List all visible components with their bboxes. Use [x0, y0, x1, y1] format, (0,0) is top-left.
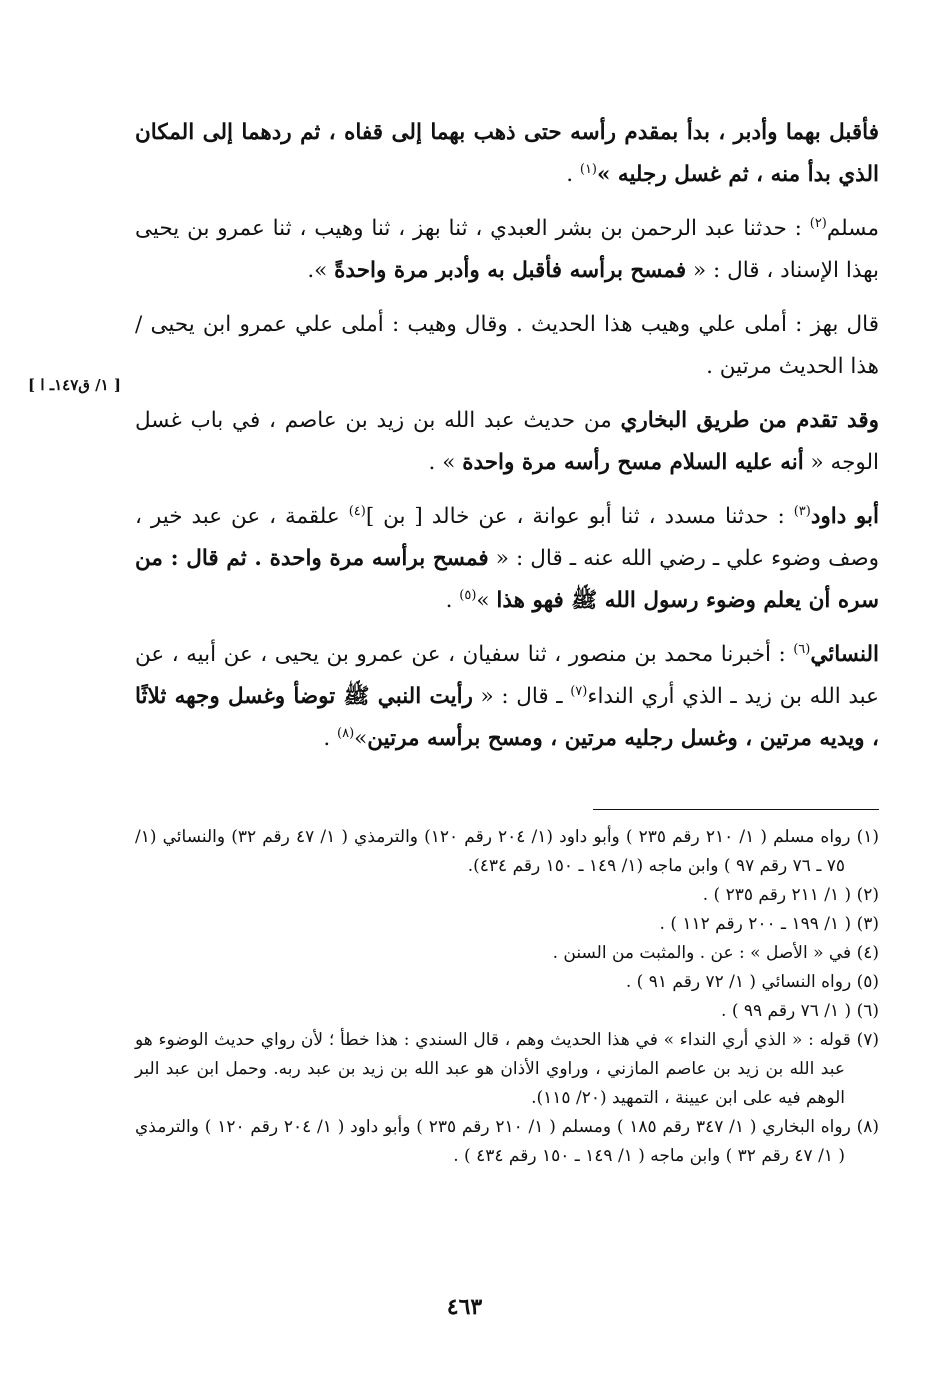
text-run: من حديث عبد الله بن زيد بن عاصم ، في باب غسل الوجه «: [135, 408, 879, 475]
text-run: » .: [428, 450, 463, 475]
bold-text-run: فأقبل بهما وأدبر ، بدأ بمقدم رأسه حتى ذهب بهما إلى قفاه ، ثم ردهما إلى المكان الذي بدأ منه ، ثم غسل رجليه »: [135, 120, 879, 187]
footnote-2: (٢) ( ١/ ٢١١ رقم ٢٣٥ ) .: [702, 885, 879, 905]
paragraph-3: [135, 304, 879, 388]
text-run: مسلم: [826, 216, 879, 241]
footnote-marker: (٣): [793, 503, 811, 519]
footnote-5: (٥) رواه النسائي ( ١/ ٧٢ رقم ٩١ ) .: [625, 972, 879, 992]
bold-text-run: وقد تقدم من طريق البخاري: [620, 408, 879, 433]
bold-text-run: فمسح برأسه فأقبل به وأدبر مرة واحدةً: [334, 258, 687, 283]
text-run: : حدثنا عبد الرحمن بن بشر العبدي ، ثنا بهز ، ثنا وهيب ، ثنا عمرو بن يحيى بهذا الإسناد ، قال : «: [135, 216, 879, 283]
text-run: علقمة ، عن عبد خير ، وصف وضوء علي ـ رضي الله عنه ـ قال : «: [135, 504, 879, 571]
paragraph-6: [135, 634, 879, 760]
text-run: ».: [307, 258, 335, 283]
bold-text-run: النسائي: [810, 642, 879, 667]
footnote-marker: (٢): [809, 215, 827, 231]
main-text: [135, 112, 879, 772]
footnote-7: (٧) قوله : « الذي أري النداء » في هذا الحديث وهم ، قال السندي : هذا خطأ ؛ لأن رواي حديث الوضوء هو عبد الله بن زيد بن عاصم المازني ، وراوي الأذان هو عبد الله بن زيد بن عبد ربه. وحمل ابن عبد البر الوهم فيه على ابن عيينة ، التمهيد (٢٠/ ١١٥).: [135, 1030, 879, 1108]
text-run: »: [476, 588, 497, 613]
paragraph-2: [135, 208, 879, 292]
footnote-marker: (٧): [570, 683, 588, 699]
text-run: : أخبرنا محمد بن منصور ، ثنا سفيان ، عن عمرو بن يحيى ، عن أبيه ، عن عبد الله بن زيد ـ الذي أري النداء: [135, 642, 879, 709]
paragraph-1: [135, 112, 879, 196]
text-run: .: [323, 726, 337, 751]
paragraph-5: [135, 496, 879, 622]
footnote-marker: (٤): [348, 503, 366, 519]
footnote-8: (٨) رواه البخاري ( ١/ ٣٤٧ رقم ١٨٥ ) ومسلم ( ١/ ٢١٠ رقم ٢٣٥ ) وأبو داود ( ١/ ٢٠٤ رقم ١٢٠ ) والترمذي ( ١/ ٤٧ رقم ٣٢ ) وابن ماجه ( ١/ ١٤٩ ـ ١٥٠ رقم ٤٣٤ ) .: [135, 1117, 880, 1166]
page-number: ٤٦٣: [446, 1294, 483, 1320]
bold-text-run: رأيت النبي ﷺ توضأ وغسل وجهه ثلاثًا ، ويديه مرتين ، وغسل رجليه مرتين ، ومسح برأسه مرتين: [135, 684, 879, 751]
footnote-separator: [593, 809, 879, 810]
footnote-marker: (٥): [459, 587, 477, 603]
bold-text-run: فمسح برأسه مرة واحدة . ثم قال : من سره أن يعلم وضوء رسول الله ﷺ فهو هذا: [135, 546, 879, 613]
paragraph-4: [135, 400, 879, 484]
manuscript-folio-note: [ ١/ ق١٤٧ـ ا ]: [28, 376, 122, 394]
footnote-6: (٦) ( ١/ ٧٦ رقم ٩٩ ) .: [721, 1001, 879, 1021]
text-run: .: [445, 588, 460, 613]
text-run: .: [566, 162, 580, 187]
footnotes: [135, 823, 879, 1171]
footnote-marker: (٦): [793, 641, 811, 657]
bold-text-run: أبو داود: [810, 504, 879, 529]
footnote-marker: (١): [579, 161, 597, 177]
text-run: قال بهز : أملى علي وهيب هذا الحديث . وقال وهيب : أملى علي عمرو ابن يحيى / هذا الحديث مرتين .: [135, 312, 879, 379]
footnote-3: (٣) ( ١/ ١٩٩ ـ ٢٠٠ رقم ١١٢ ) .: [659, 914, 879, 934]
text-run: : حدثنا مسدد ، ثنا أبو عوانة ، عن خالد [ بن ]: [365, 504, 794, 529]
bold-text-run: أنه عليه السلام مسح رأسه مرة واحدة: [462, 450, 804, 475]
text-run: ـ قال : «: [472, 684, 571, 709]
footnote-marker: (٨): [337, 725, 355, 741]
text-run: »: [354, 726, 368, 751]
footnote-4: (٤) في « الأصل » : عن . والمثبت من السنن .: [552, 943, 879, 963]
footnote-1: (١) رواه مسلم ( ١/ ٢١٠ رقم ٢٣٥ ) وأبو داود (١/ ٢٠٤ رقم ١٢٠) والترمذي ( ١/ ٤٧ رقم ٣٢) والنسائي (١/ ٧٥ ـ ٧٦ رقم ٩٧ ) وابن ماجه (١/ ١٤٩ ـ ١٥٠ رقم ٤٣٤).: [135, 827, 879, 876]
